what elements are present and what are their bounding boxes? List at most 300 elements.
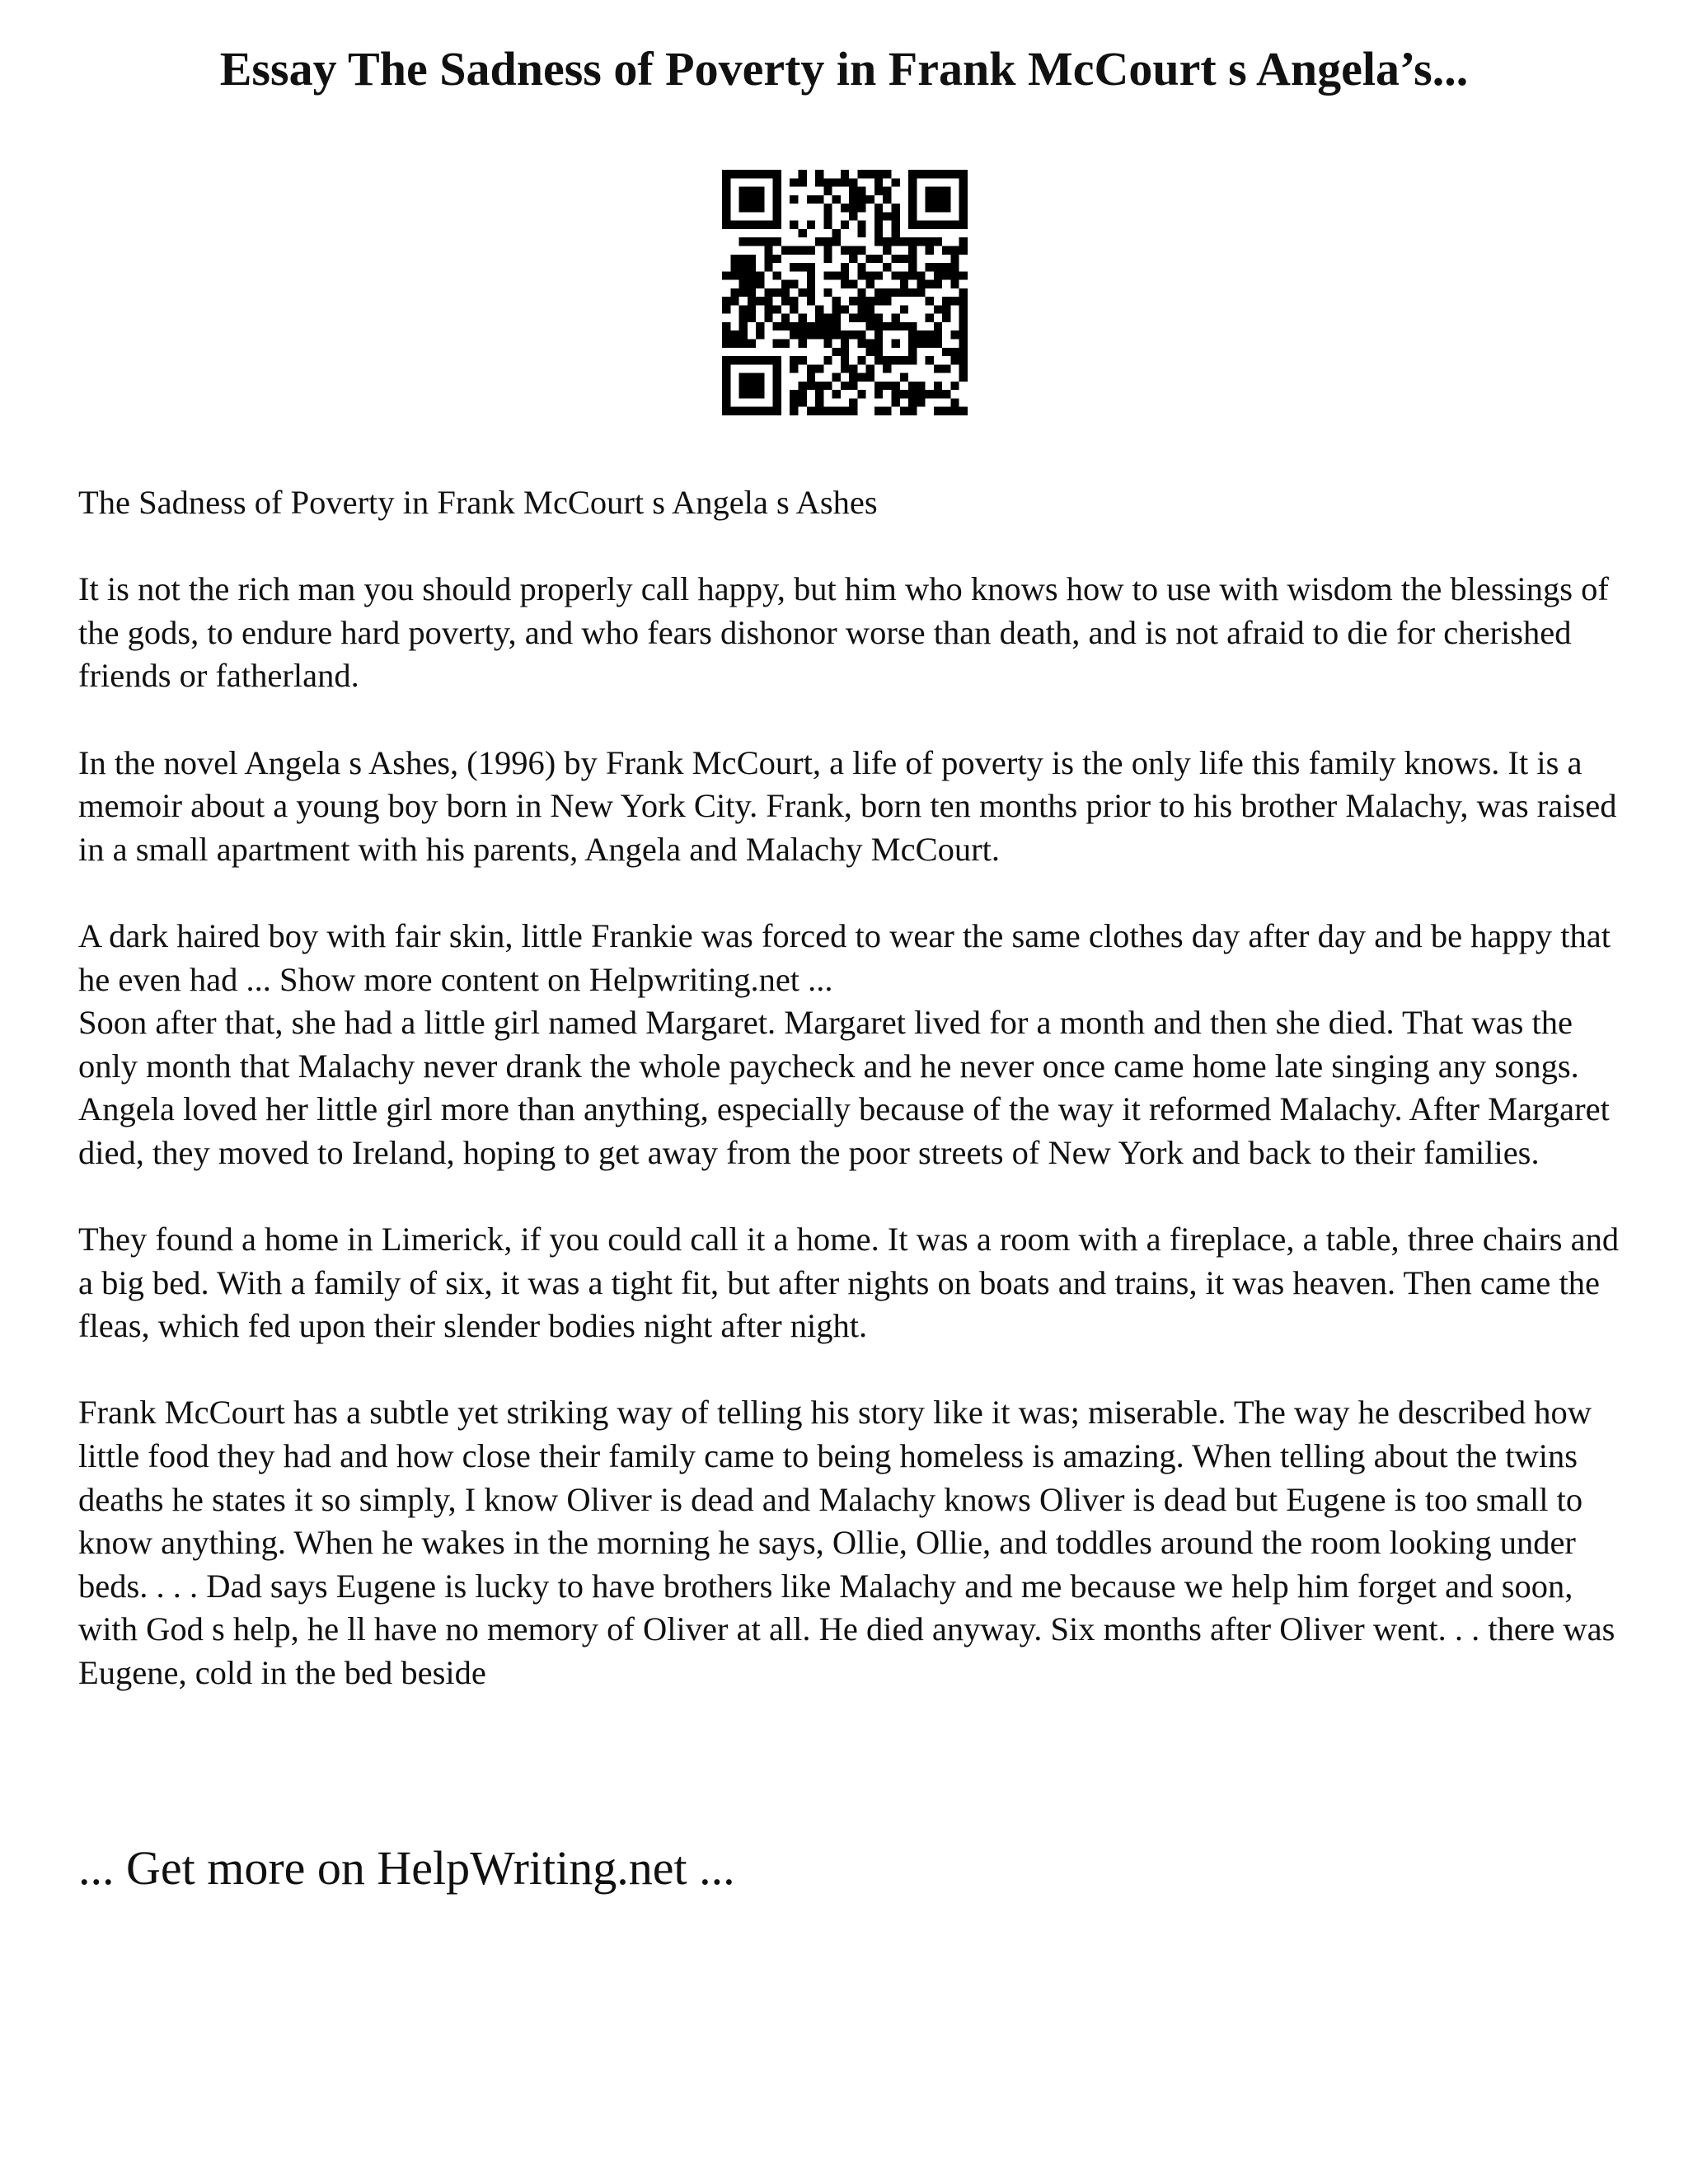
qr-module [722, 398, 730, 406]
qr-module [739, 263, 748, 271]
qr-module [908, 204, 917, 212]
qr-module [832, 348, 841, 356]
qr-module [748, 204, 756, 212]
qr-module [959, 187, 968, 195]
qr-module [942, 204, 950, 212]
qr-module [773, 390, 781, 398]
qr-module [892, 178, 900, 186]
qr-module [823, 288, 832, 297]
qr-module [773, 204, 781, 212]
qr-module [773, 340, 781, 348]
qr-module [934, 390, 942, 398]
qr-module [773, 271, 781, 279]
qr-module [832, 178, 841, 186]
qr-module [773, 382, 781, 390]
qr-module [883, 195, 891, 204]
qr-module [857, 340, 865, 348]
qr-module [874, 237, 883, 246]
qr-module [950, 170, 959, 178]
qr-module [959, 322, 968, 330]
qr-module [849, 382, 857, 390]
qr-module [849, 195, 857, 204]
qr-module [917, 288, 925, 297]
qr-module [942, 305, 950, 313]
qr-module [892, 314, 900, 322]
qr-module [730, 330, 738, 339]
qr-module [739, 288, 748, 297]
qr-module [908, 398, 917, 406]
qr-module [950, 263, 959, 271]
qr-module [739, 271, 748, 279]
qr-module [823, 330, 832, 339]
qr-module [934, 305, 942, 313]
qr-module [934, 364, 942, 373]
qr-module [950, 255, 959, 263]
qr-module [908, 382, 917, 390]
qr-module [781, 340, 790, 348]
qr-module [807, 373, 815, 382]
qr-module [908, 187, 917, 195]
qr-module [823, 187, 832, 195]
qr-module [807, 330, 815, 339]
qr-module [773, 255, 781, 263]
qr-module [857, 373, 865, 382]
qr-module [959, 373, 968, 382]
qr-module [942, 195, 950, 204]
qr-module [874, 297, 883, 305]
qr-module [748, 170, 756, 178]
qr-module [857, 288, 865, 297]
qr-module [722, 271, 730, 279]
qr-module [832, 330, 841, 339]
qr-module [739, 407, 748, 415]
qr-module [832, 297, 841, 305]
essay-paragraph-1: It is not the rich man you should properly call happy, but him who knows how to use with wisdom the blessings of the gods, to endure hard poverty, and who fears dishonor worse than death, and is not afraid to die for cherished friends or fatherland. [78, 570, 1609, 695]
qr-module [926, 170, 934, 178]
qr-module [730, 271, 738, 279]
qr-module [866, 170, 874, 178]
essay-subtitle: The Sadness of Poverty in Frank McCourt s Angela s Ashes [78, 484, 878, 521]
qr-module [756, 297, 764, 305]
qr-module [764, 356, 772, 364]
qr-module [722, 373, 730, 382]
qr-module [730, 356, 738, 364]
qr-module [934, 195, 942, 204]
qr-module [773, 237, 781, 246]
qr-module [866, 322, 874, 330]
qr-module [874, 229, 883, 237]
qr-module [748, 305, 756, 313]
qr-module [807, 322, 815, 330]
qr-module [934, 407, 942, 415]
qr-module [849, 212, 857, 220]
qr-module [841, 364, 849, 373]
qr-module [934, 187, 942, 195]
qr-module [908, 348, 917, 356]
qr-module [773, 305, 781, 313]
qr-module [730, 221, 738, 229]
qr-module [874, 382, 883, 390]
qr-module [926, 297, 934, 305]
qr-module [874, 221, 883, 229]
qr-module [815, 237, 823, 246]
qr-module [823, 221, 832, 229]
qr-module [926, 221, 934, 229]
qr-module [815, 178, 823, 186]
qr-module [892, 390, 900, 398]
qr-module [722, 356, 730, 364]
qr-module [764, 407, 772, 415]
qr-module [756, 170, 764, 178]
qr-module [823, 178, 832, 186]
qr-module [900, 356, 908, 364]
qr-module [790, 398, 798, 406]
qr-module [926, 263, 934, 271]
qr-module [926, 330, 934, 339]
qr-module [950, 348, 959, 356]
qr-module [892, 322, 900, 330]
qr-module [892, 221, 900, 229]
qr-module [900, 271, 908, 279]
qr-module [934, 221, 942, 229]
qr-module [841, 263, 849, 271]
qr-module [748, 255, 756, 263]
qr-module [823, 340, 832, 348]
qr-module [739, 237, 748, 246]
qr-module [883, 237, 891, 246]
qr-module [959, 204, 968, 212]
qr-module [917, 390, 925, 398]
qr-module [883, 170, 891, 178]
qr-module [756, 221, 764, 229]
qr-module [849, 364, 857, 373]
qr-module [892, 237, 900, 246]
qr-module [959, 407, 968, 415]
qr-module [917, 330, 925, 339]
qr-module [773, 356, 781, 364]
qr-module [849, 398, 857, 406]
qr-module [874, 390, 883, 398]
qr-module [874, 314, 883, 322]
qr-module [883, 263, 891, 271]
qr-module [917, 170, 925, 178]
qr-module [815, 398, 823, 406]
qr-module [790, 356, 798, 364]
qr-module [739, 390, 748, 398]
qr-module [807, 288, 815, 297]
qr-module [773, 195, 781, 204]
qr-module [900, 237, 908, 246]
qr-module [756, 280, 764, 288]
qr-module [950, 246, 959, 254]
qr-module [866, 271, 874, 279]
qr-module [908, 330, 917, 339]
qr-module [883, 212, 891, 220]
qr-module [748, 382, 756, 390]
qr-module [917, 280, 925, 288]
qr-module [926, 246, 934, 254]
qr-module [908, 178, 917, 186]
qr-module [739, 322, 748, 330]
qr-module [959, 195, 968, 204]
qr-module [892, 356, 900, 364]
qr-module [841, 382, 849, 390]
qr-module [959, 340, 968, 348]
qr-module [857, 314, 865, 322]
qr-module [883, 364, 891, 373]
qr-module [942, 271, 950, 279]
qr-module [823, 212, 832, 220]
qr-module [798, 229, 806, 237]
qr-module [773, 221, 781, 229]
qr-module [883, 356, 891, 364]
qr-module [934, 271, 942, 279]
qr-module [857, 187, 865, 195]
qr-module [874, 356, 883, 364]
qr-module [722, 195, 730, 204]
qr-module [892, 212, 900, 220]
qr-module [926, 237, 934, 246]
qr-module [917, 221, 925, 229]
qr-module [790, 407, 798, 415]
qr-module [934, 330, 942, 339]
qr-module [722, 170, 730, 178]
qr-module [756, 187, 764, 195]
qr-module [756, 271, 764, 279]
qr-module [874, 271, 883, 279]
qr-module [849, 178, 857, 186]
qr-module [908, 246, 917, 254]
qr-module [798, 288, 806, 297]
qr-module [892, 204, 900, 212]
qr-module [959, 356, 968, 364]
qr-module [815, 407, 823, 415]
qr-module [764, 221, 772, 229]
qr-module [807, 364, 815, 373]
qr-module [764, 246, 772, 254]
qr-module [926, 280, 934, 288]
qr-module [883, 288, 891, 297]
qr-module [773, 407, 781, 415]
qr-module [756, 237, 764, 246]
qr-module [908, 195, 917, 204]
qr-module [934, 340, 942, 348]
qr-module [832, 305, 841, 313]
qr-module [730, 255, 738, 263]
qr-module [748, 263, 756, 271]
qr-module [798, 356, 806, 364]
qr-module [739, 221, 748, 229]
qr-module [798, 322, 806, 330]
qr-module [866, 364, 874, 373]
qr-code-icon [722, 170, 968, 415]
qr-module [798, 263, 806, 271]
qr-module [739, 187, 748, 195]
qr-module [934, 263, 942, 271]
qr-module [841, 271, 849, 279]
qr-module [730, 288, 738, 297]
qr-module [730, 263, 738, 271]
qr-module [874, 187, 883, 195]
qr-module [756, 204, 764, 212]
qr-module [874, 322, 883, 330]
qr-module [807, 246, 815, 254]
qr-module [892, 229, 900, 237]
qr-module [748, 373, 756, 382]
qr-module [926, 314, 934, 322]
qr-module [730, 407, 738, 415]
qr-module [942, 297, 950, 305]
qr-module [815, 364, 823, 373]
qr-module [841, 356, 849, 364]
qr-module [900, 288, 908, 297]
qr-module [857, 263, 865, 271]
get-more-link[interactable]: ... Get more on HelpWriting.net ... [78, 1841, 735, 1895]
qr-module [849, 330, 857, 339]
essay-body [78, 481, 1628, 1738]
qr-module [908, 288, 917, 297]
qr-module [739, 340, 748, 348]
essay-paragraph-3: A dark haired boy with fair skin, little Frankie was forced to wear the same clothes day after day and be happy that he even had ... Show more content on Helpwriting.net ... [78, 916, 1611, 998]
qr-module [857, 204, 865, 212]
qr-module [934, 170, 942, 178]
qr-module [807, 407, 815, 415]
qr-module [866, 195, 874, 204]
qr-module [892, 340, 900, 348]
qr-module [722, 390, 730, 398]
qr-module [849, 280, 857, 288]
qr-module [849, 373, 857, 382]
qr-module [790, 178, 798, 186]
qr-module [748, 187, 756, 195]
qr-module [892, 255, 900, 263]
qr-module [908, 271, 917, 279]
qr-module [841, 407, 849, 415]
qr-module [934, 322, 942, 330]
qr-module [942, 246, 950, 254]
qr-module [900, 280, 908, 288]
qr-module [950, 398, 959, 406]
qr-module [841, 204, 849, 212]
qr-module [917, 237, 925, 246]
qr-module [773, 322, 781, 330]
essay-paragraph-4: Soon after that, she had a little girl named Margaret. Margaret lived for a month and then she died. That was the only month that Malachy never drank the whole paycheck and he never once came home late singing any songs. Angela loved her little girl more than anything, especially because of the way it reformed Malachy. After Margaret died, they moved to Ireland, hoping to get away from the poor streets of New York and back to their families. [78, 1004, 1610, 1171]
qr-module [798, 382, 806, 390]
qr-module [942, 407, 950, 415]
qr-module [823, 237, 832, 246]
qr-module [764, 263, 772, 271]
qr-module [866, 373, 874, 382]
qr-module [849, 255, 857, 263]
qr-module [942, 263, 950, 271]
qr-module [790, 364, 798, 373]
qr-module [942, 221, 950, 229]
qr-module [892, 398, 900, 406]
qr-module [722, 204, 730, 212]
qr-module [857, 221, 865, 229]
essay-paragraph-2: In the novel Angela s Ashes, (1996) by Frank McCourt, a life of poverty is the only life this family knows. It is a memoir about a young boy born in New York City. Frank, born ten months prior to his brother Malachy, was raised in a small apartment with his parents, Angela and Malachy McCourt. [78, 743, 1617, 868]
qr-module [748, 356, 756, 364]
qr-module [832, 195, 841, 204]
qr-module [849, 297, 857, 305]
qr-module [748, 237, 756, 246]
qr-module [756, 407, 764, 415]
qr-module [926, 195, 934, 204]
qr-module [959, 305, 968, 313]
qr-module [942, 390, 950, 398]
qr-module [908, 221, 917, 229]
qr-module [807, 271, 815, 279]
qr-module [908, 255, 917, 263]
qr-module [950, 407, 959, 415]
qr-module [798, 170, 806, 178]
qr-module [764, 305, 772, 313]
qr-module [832, 271, 841, 279]
qr-module [866, 280, 874, 288]
qr-module [874, 204, 883, 212]
qr-module [722, 382, 730, 390]
qr-module [756, 390, 764, 398]
qr-module [756, 373, 764, 382]
qr-module [857, 297, 865, 305]
qr-module [841, 170, 849, 178]
qr-module [841, 246, 849, 254]
qr-module [841, 280, 849, 288]
qr-module [900, 373, 908, 382]
qr-module [722, 322, 730, 330]
qr-module [832, 314, 841, 322]
qr-module [866, 340, 874, 348]
qr-module [841, 221, 849, 229]
qr-module [815, 330, 823, 339]
qr-module [832, 407, 841, 415]
qr-module [874, 407, 883, 415]
qr-module [883, 246, 891, 254]
qr-module [832, 373, 841, 382]
qr-module [790, 246, 798, 254]
qr-module [815, 322, 823, 330]
qr-module [841, 305, 849, 313]
qr-module [874, 340, 883, 348]
qr-module [764, 297, 772, 305]
qr-module [908, 390, 917, 398]
qr-module [857, 195, 865, 204]
qr-module [942, 187, 950, 195]
qr-module [959, 178, 968, 186]
qr-module [892, 271, 900, 279]
qr-module [764, 170, 772, 178]
qr-module [942, 170, 950, 178]
qr-module [764, 288, 772, 297]
qr-module [807, 297, 815, 305]
qr-module [832, 237, 841, 246]
qr-module [730, 170, 738, 178]
qr-module [739, 314, 748, 322]
qr-module [959, 170, 968, 178]
qr-module [781, 288, 790, 297]
qr-module [823, 322, 832, 330]
qr-module [900, 305, 908, 313]
qr-module [908, 263, 917, 271]
qr-module [841, 340, 849, 348]
qr-module [934, 280, 942, 288]
qr-module [942, 364, 950, 373]
qr-module [866, 255, 874, 263]
qr-module [790, 390, 798, 398]
qr-module [908, 237, 917, 246]
qr-module [866, 314, 874, 322]
qr-module [815, 390, 823, 398]
